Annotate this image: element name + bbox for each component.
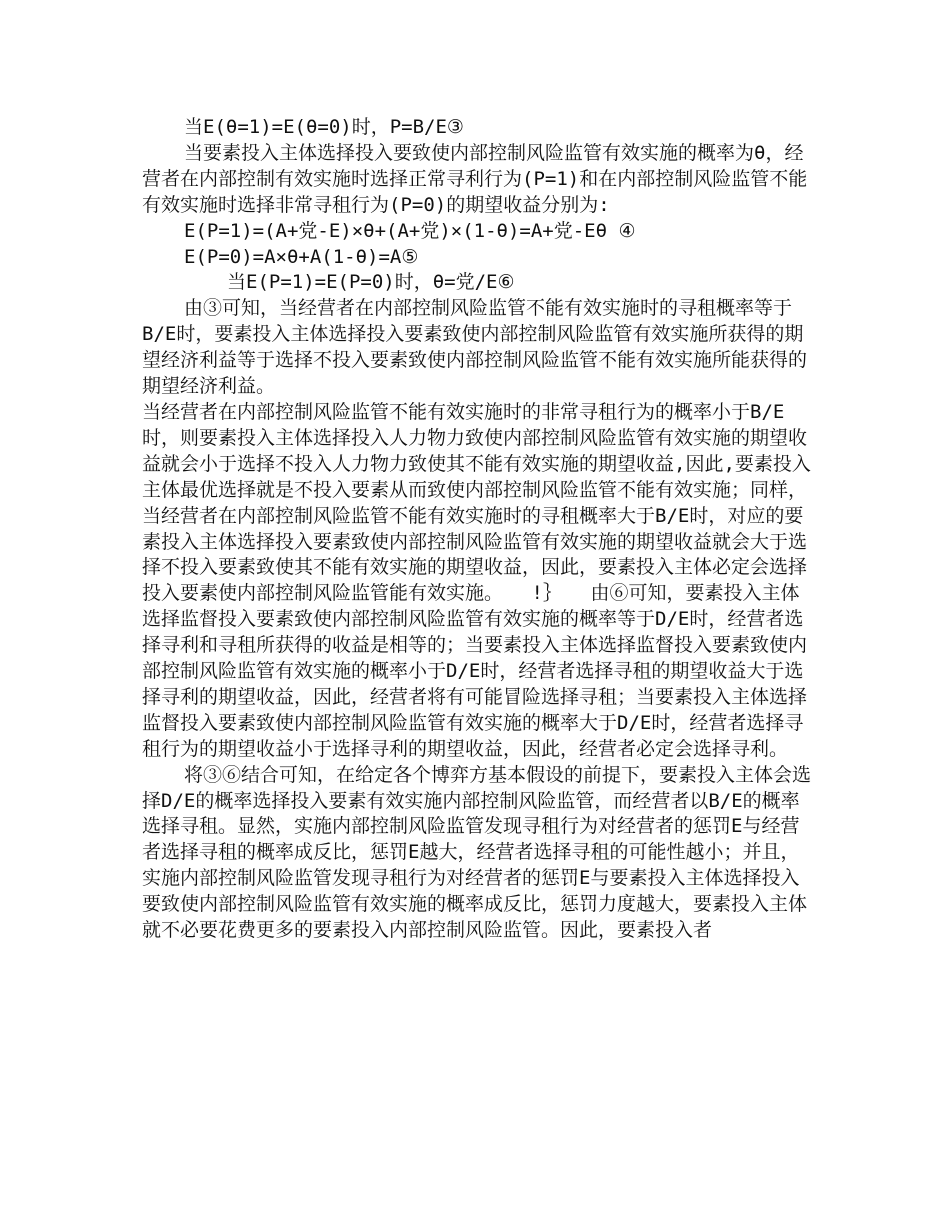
equation-condition-6: 当E(P=1)=E(P=0)时，θ=党/E⑥ [227, 271, 515, 294]
equation-condition-3: 当E(θ=1)=E(θ=0)时，P=B/E③ [184, 116, 464, 138]
equation-4: E(P=1)=(A+党-E)×θ+(A+党)×(1-θ)=A+党-Eθ ④ [184, 219, 636, 242]
document-body [142, 115, 812, 944]
paragraph-conclusion: 将③⑥结合可知，在给定各个博弈方基本假设的前提下，要素投入主体会选择D/E的概率选择投入要素有效实施内部控制风险监管，而经营者以B/E的概率选择寻租。显然，实施内部控制风险监管发现寻租行为对经营者的惩罚E与经营者选择寻租的概率成反比，惩罚E越大，经营者选择寻租的可能性越小；并且，实施内部控制风险监管发现寻租行为对经营者的惩罚E与要素投入主体选择投入要致使内部控制风险监管有效实施的概率成反比，惩罚力度越大，要素投入主体就不必要花费更多的要素投入内部控制风险监管。因此，要素投入者 [142, 763, 812, 942]
paragraph-expected-returns: 当要素投入主体选择投入要致使内部控制风险监管有效实施的概率为θ，经营者在内部控制有效实施时选择正常寻利行为(P=1)和在内部控制风险监管不能有效实施时选择非常寻租行为(P=0)的期望收益分别为: [142, 141, 808, 216]
paragraph-analysis-3: 由③可知，当经营者在内部控制风险监管不能有效实施时的寻租概率等于B/E时，要素投入主体选择投入要素致使内部控制风险监管有效实施所获得的期望经济利益等于选择不投入要素致使内部控制风险监管不能有效实施所能获得的期望经济利益。 [142, 297, 808, 398]
equation-5: E(P=0)=A×θ+A(1-θ)=A⑤ [184, 245, 419, 268]
paragraph-analysis-long: 当经营者在内部控制风险监管不能有效实施时的非常寻租行为的概率小于B/E时，则要素投入主体选择投入人力物力致使内部控制风险监管有效实施的期望收益就会小于选择不投入人力物力致使其不能有效实施的期望收益,因此,要素投入主体最优选择就是不投入要素从而致使内部控制风险监管不能有效实施；同样，当经营者在内部控制风险监管不能有效实施时的寻租概率大于B/E时，对应的要素投入主体选择投入要素致使内部控制风险监管有效实施的期望收益就会大于选择不投入要素致使其不能有效实施的期望收益，因此，要素投入主体必定会选择投入要素使内部控制风险监管能有效实施。 !｝ 由⑥可知，要素投入主体选择监督投入要素致使内部控制风险监管有效实施的概率等于D/E时，经营者选择寻利和寻租所获得的收益是相等的；当要素投入主体选择监督投入要素致使内部控制风险监管有效实施的概率小于D/E时，经营者选择寻租的期望收益大于选择寻利的期望收益，因此，经营者将有可能冒险选择寻租；当要素投入主体选择监督投入要素致使内部控制风险监管有效实施的概率大于D/E时，经营者选择寻租行为的期望收益小于选择寻利的期望收益，因此，经营者必定会选择寻利。 [142, 400, 811, 760]
